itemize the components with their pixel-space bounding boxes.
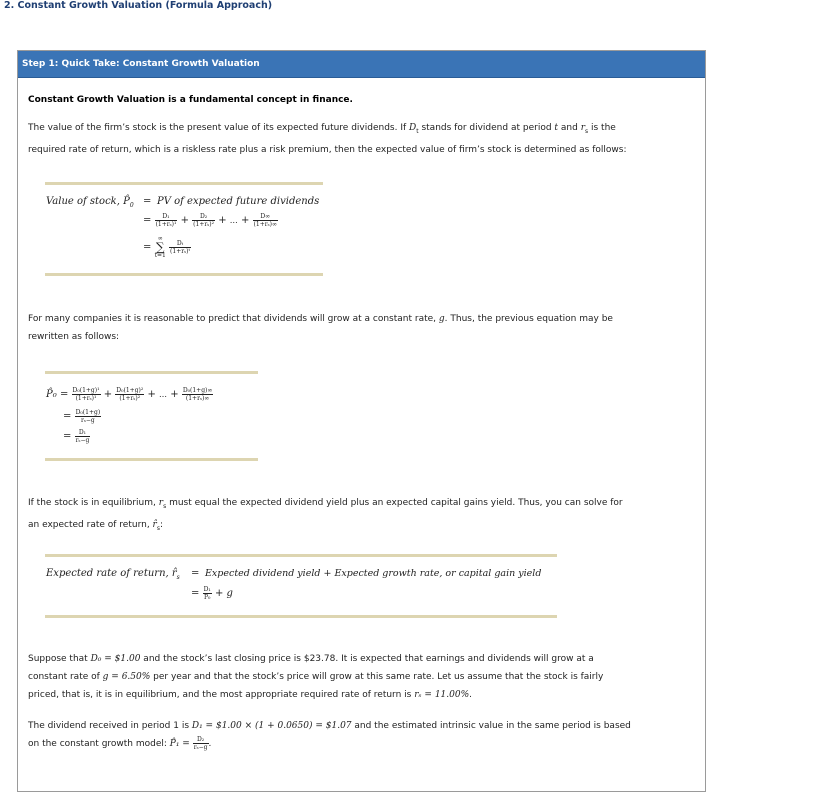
fraction-dinf: $\frac{D\infty}{\text{(1+rₛ)∞}}$	[253, 213, 277, 228]
formula3-rhs: Expected dividend yield + Expected growth rate, or capital gain yield	[205, 568, 542, 579]
formula2-row2: = $\frac{\text{D₀(1+g)}}{\text{rₛ−g}}$	[63, 409, 101, 424]
paragraph-equilibrium: If the stock is in equilibrium, $r_s$ must equal the expected dividend yield plus an expected capital gains yield. Thus, you can solve for an expected rate of return, $r̂_s$:	[28, 498, 623, 532]
step-panel	[17, 50, 706, 792]
formula2-row3: = $\frac{\text{D₁}}{\text{rₛ−g}}$	[63, 429, 90, 444]
formula-box-growth-model	[45, 371, 258, 461]
sigma-symbol: ∞ ∑ t=1	[154, 235, 166, 259]
paragraph-constant-growth: For many companies it is reasonable to predict that dividends will grow at a constant rate, g. Thus, the previous equation may be rewritten as follows:	[28, 314, 613, 342]
formula-box-stock-value	[45, 182, 323, 276]
formula-row-sum: = ∞ ∑ t=1 $\frac{\text{Dₜ}}{\text{(1+rₛ)ᵗ}}$	[143, 235, 190, 259]
fraction-g1: $\frac{\text{D₀(1+g)¹}}{\text{(1+rₛ)¹}}$	[72, 387, 100, 402]
fraction-dt: $\frac{\text{Dₜ}}{\text{(1+rₛ)ᵗ}}$	[170, 240, 190, 255]
paragraph-dividend-period1: The dividend received in period 1 is D₁ = $1.00 × (1 + 0.0650) = $1.07 and the estimated intrinsic value in the same period is based on the constant growth model: P̂₁ = $\frac{\text{D₂}}{\text{rₛ−g}}$ .	[28, 721, 631, 751]
formula-pv-text: PV of expected future dividends	[157, 196, 320, 207]
fraction-yield: $\frac{\text{D₁}}{\text{P₀}}$	[203, 586, 211, 601]
step-header: Step 1: Quick Take: Constant Growth Valuation	[18, 51, 705, 78]
formula2-row1: P̂₀ = $\frac{\text{D₀(1+g)¹}}{\text{(1+rₛ)¹}}$ + $\frac{\text{D₀(1+g)²}}{\text{(1+rₛ)²}}$ + … + $\frac{\text{D₀(1+g)∞}}{\text{(1+rₛ)∞}}$	[46, 387, 213, 402]
intro-heading: Constant Growth Valuation is a fundamental concept in finance.	[28, 95, 353, 105]
formula3-row2: = $\frac{\text{D₁}}{\text{P₀}}$ + g	[191, 586, 233, 601]
formula-box-expected-return	[45, 554, 557, 618]
formula3-eq: =	[191, 568, 200, 579]
fraction-g4: $\frac{\text{D₁}}{\text{rₛ−g}}$	[75, 429, 90, 444]
fraction-g2: $\frac{\text{D₀(1+g)²}}{\text{(1+rₛ)²}}$	[116, 387, 144, 402]
formula-row-expanded: = $\frac{\text{D₁}}{\text{(1+rₛ)¹}}$ + $\frac{\text{D₂}}{\text{(1+rₛ)²}}$ + … + $\frac{D\infty}{\text{(1+rₛ)∞}}$	[143, 213, 277, 228]
fraction-ginf: $\frac{\text{D₀(1+g)∞}}{\text{(1+rₛ)∞}}$	[182, 387, 213, 402]
page-title: 2. Constant Growth Valuation (Formula Approach)	[4, 0, 273, 11]
formula-eq: =	[143, 196, 152, 207]
paragraph-dividends: The value of the firm’s stock is the present value of its expected future dividends. If $D_t$ stands for dividend at period t and $r_s$ is the required rate of return, which is a riskless rate plus a risk premium, then the expected value of firm’s stock is determined as follows:	[28, 123, 627, 155]
formula-lhs: Value of stock, $P̂_0$	[46, 196, 134, 209]
paragraph-example: Suppose that D₀ = $1.00 and the stock’s last closing price is $23.78. It is expected that earnings and dividends will grow at a constant rate of g = 6.50% per year and that the stock’s price will grow at this same rate. Let us assume that the stock is fairly priced, that is, it is in equilibrium, and the most appropriate required rate of return is rₛ = 11.00%.	[28, 654, 604, 700]
fraction-d2: $\frac{\text{D₂}}{\text{(1+rₛ)²}}$	[193, 213, 214, 228]
fraction-p1: $\frac{\text{D₂}}{\text{rₛ−g}}$	[193, 736, 208, 751]
formula3-lhs: Expected rate of return, $r̂_s$	[46, 568, 180, 581]
fraction-d1: $\frac{\text{D₁}}{\text{(1+rₛ)¹}}$	[155, 213, 177, 228]
fraction-g3: $\frac{\text{D₀(1+g)}}{\text{rₛ−g}}$	[75, 409, 101, 424]
